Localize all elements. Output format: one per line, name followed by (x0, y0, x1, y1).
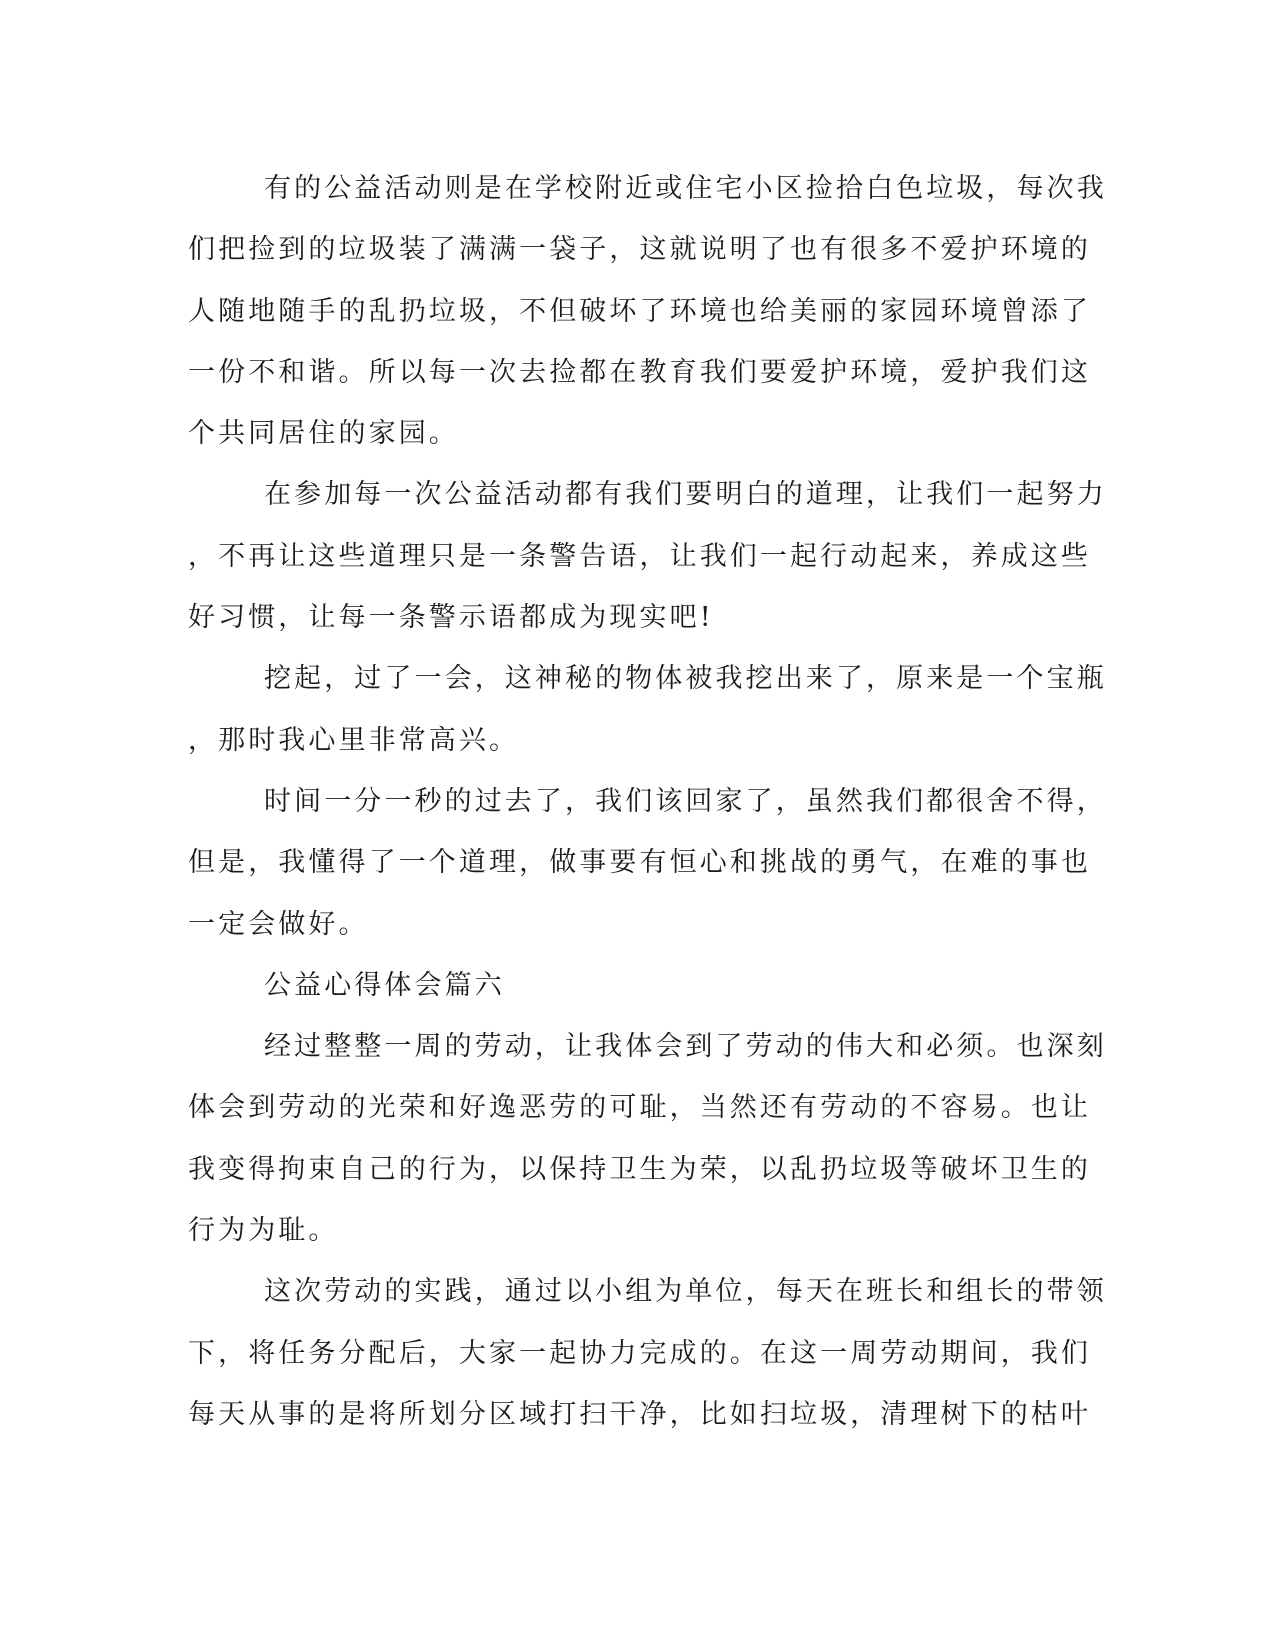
text-line: 下，将任务分配后，大家一起协力完成的。在这一周劳动期间，我们 (188, 1337, 1091, 1369)
text-line: 人随地随手的乱扔垃圾，不但破坏了环境也给美丽的家园环境曾添了 (188, 295, 1091, 327)
paragraph (188, 1016, 1107, 1261)
text-line: 每天从事的是将所划分区域打扫干净，比如扫垃圾，清理树下的枯叶 (188, 1398, 1091, 1430)
text-line: ，那时我心里非常高兴。 (188, 724, 520, 756)
section-heading (188, 955, 1088, 1016)
text-line: 在参加每一次公益活动都有我们要明白的道理，让我们一起努力 (264, 479, 1107, 511)
text-line: 挖起，过了一会，这神秘的物体被我挖出来了，原来是一个宝瓶 (264, 663, 1107, 695)
text-line: 这次劳动的实践，通过以小组为单位，每天在班长和组长的带领 (264, 1276, 1107, 1308)
paragraph (188, 464, 1107, 648)
text-line: 我变得拘束自己的行为，以保持卫生为荣，以乱扔垃圾等破坏卫生的 (188, 1153, 1091, 1185)
text-line: 有的公益活动则是在学校附近或住宅小区捡拾白色垃圾，每次我 (264, 173, 1107, 204)
text-line: 好习惯，让每一条警示语都成为现实吧! (188, 602, 714, 634)
text-line: 公益心得体会篇六 (264, 969, 505, 1001)
text-line: 们把捡到的垃圾装了满满一袋子，这就说明了也有很多不爱护环境的 (188, 234, 1091, 266)
text-line: 但是，我懂得了一个道理，做事要有恒心和挑战的勇气，在难的事也 (188, 847, 1091, 879)
text-line: ，不再让这些道理只是一条警告语，让我们一起行动起来，养成这些 (188, 540, 1091, 572)
paragraph (188, 158, 1107, 464)
paragraph (188, 648, 1107, 771)
text-line: 个共同居住的家园。 (188, 418, 459, 450)
text-line: 体会到劳动的光荣和好逸恶劳的可耻，当然还有劳动的不容易。也让 (188, 1092, 1091, 1124)
text-line: 一份不和谐。所以每一次去捡都在教育我们要爱护环境，爱护我们这 (188, 356, 1091, 388)
paragraph (188, 771, 1107, 955)
text-line: 经过整整一周的劳动，让我体会到了劳动的伟大和必须。也深刻 (264, 1031, 1107, 1063)
document-body (188, 158, 1107, 1445)
text-line: 时间一分一秒的过去了，我们该回家了，虽然我们都很舍不得， (264, 785, 1107, 817)
paragraph (188, 1261, 1107, 1445)
text-line: 行为为耻。 (188, 1215, 339, 1247)
text-line: 一定会做好。 (188, 908, 369, 940)
